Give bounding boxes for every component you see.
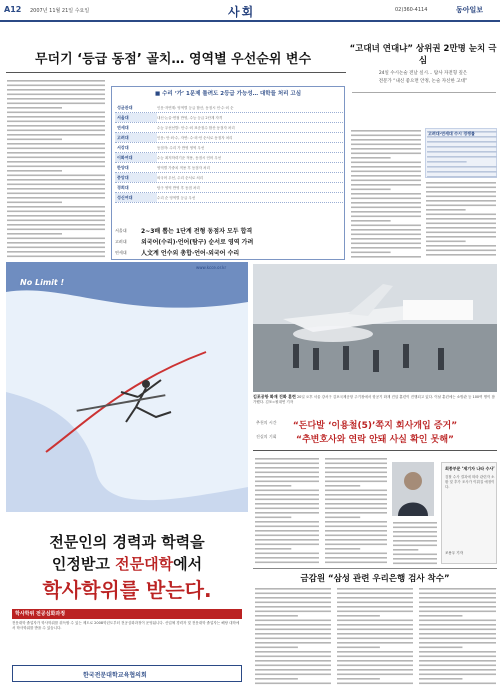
text-line <box>419 588 496 590</box>
text-line <box>351 171 421 173</box>
text-line <box>426 196 496 198</box>
airport-photo <box>253 264 497 392</box>
phone-number: 02)360-4114 <box>395 7 428 13</box>
text-lines <box>336 586 414 686</box>
text-line <box>393 545 437 547</box>
subheadline-a: “돈다발 ‘이용철(5)’쪽지 회사개입 증거” <box>292 421 458 431</box>
text-line <box>337 629 413 631</box>
news-photo <box>253 264 497 392</box>
text-line <box>255 503 319 505</box>
divider <box>253 450 497 451</box>
text-line <box>7 112 105 114</box>
text-line <box>7 193 105 195</box>
text-line <box>351 256 421 258</box>
text-line <box>351 180 421 182</box>
text-line <box>427 151 497 153</box>
ad-headline-3: 학사학위를 받는다. <box>42 578 212 602</box>
text-line <box>7 188 105 190</box>
article-column-1 <box>6 78 106 258</box>
ad-fine-print: 전문대학 졸업자가 학사학위를 취득할 수 있는 제도로 2008학년도부터 전공심화과정이 운영됩니다. 산업체 경력자 및 전문대학 졸업자는 해당 대학에서 학사학위를 받을 수 있습니다. <box>12 621 240 630</box>
text-line <box>419 669 496 671</box>
text-line <box>351 193 421 195</box>
text-line <box>255 557 319 559</box>
chart-title: 고려대·연세대 수시 경쟁률 <box>428 131 475 136</box>
text-line <box>325 539 387 541</box>
text-line <box>426 254 496 256</box>
text-line <box>7 148 105 150</box>
list-item: 서울대 2~3배 뽑는 1단계 전형 동점자 모두 합격 <box>115 227 253 235</box>
ad-slogan: No Limit ! <box>20 278 65 287</box>
text-line <box>325 508 387 510</box>
text-line <box>255 467 319 469</box>
text-line <box>351 135 421 137</box>
text-line <box>7 125 105 127</box>
text-line <box>255 535 319 537</box>
text-line <box>337 588 413 590</box>
table-row: 서울대 내신·논술·면접 반영, 수능 등급 2단계 자격 <box>115 113 343 123</box>
divider <box>253 568 497 569</box>
text-lines <box>6 78 106 258</box>
university-advertisement[interactable] <box>6 262 248 688</box>
text-line <box>255 665 331 667</box>
text-line <box>393 563 437 565</box>
right-article-column <box>350 128 422 260</box>
text-line <box>426 200 496 202</box>
text-line <box>7 206 105 208</box>
section-title: 사회 <box>228 5 256 19</box>
text-line <box>337 651 413 653</box>
text-line <box>325 458 387 460</box>
text-line <box>419 678 462 680</box>
text-line <box>419 602 496 604</box>
text-line <box>255 512 319 514</box>
text-line <box>255 562 319 564</box>
text-line <box>351 211 421 213</box>
text-line <box>7 134 105 136</box>
text-line <box>426 227 496 229</box>
text-line <box>325 481 387 483</box>
text-line <box>426 241 466 243</box>
text-line <box>419 651 496 653</box>
text-line <box>255 499 319 501</box>
main-headline: 무더기 ‘등급 동점’ 골치… 영역별 우선순위 변수 <box>34 52 312 67</box>
subheadline-label: 추천의 시간 <box>256 420 277 425</box>
subheadline-label: 진실의 기회 <box>256 434 277 439</box>
text-line <box>419 615 462 617</box>
text-line <box>351 238 421 240</box>
text-line <box>337 647 380 649</box>
text-line <box>255 593 331 595</box>
text-line <box>255 656 331 658</box>
bottom-column-1 <box>254 586 332 686</box>
text-line <box>351 144 421 146</box>
lower-column-1 <box>254 456 320 566</box>
text-line <box>351 247 421 249</box>
text-line <box>255 642 331 644</box>
text-line <box>351 229 421 231</box>
newspaper-logo: 동아일보 <box>456 6 484 14</box>
text-line <box>7 116 105 118</box>
text-line <box>255 611 331 613</box>
text-line <box>255 530 319 532</box>
text-line <box>7 202 62 204</box>
text-line <box>419 660 496 662</box>
text-line <box>255 674 331 676</box>
page-number: A12 <box>4 5 22 14</box>
text-line <box>325 494 387 496</box>
text-line <box>7 130 105 132</box>
text-line <box>337 683 413 685</box>
text-line <box>337 665 413 667</box>
caption-text: 20일 오후 서울 강서구 김포국제공항 주기장에서 항공기 화재 진압 훈련이 진행되고 있다. 이날 훈련에는 소방관 등 100여 명이 참가했다. <box>253 395 495 404</box>
ad-headline-1: 전문인의 경력과 학력을 <box>49 533 205 551</box>
text-line <box>337 611 413 613</box>
table-row: 성균관대 인문·자연계: 영역별 등급 합산, 동점시 언·수·외 순 <box>115 103 343 113</box>
text-lines <box>254 456 320 566</box>
text-line <box>325 521 387 523</box>
right-article-column-2 <box>425 180 497 260</box>
info-box-title: ■ 수리 ‘가’ 1문제 틀려도 2등급 가능성… 대학들 처리 고심 <box>154 91 302 97</box>
text-line <box>255 548 291 550</box>
lower-column-2 <box>324 456 388 566</box>
text-line <box>325 476 387 478</box>
text-line <box>325 535 387 537</box>
text-line <box>337 593 413 595</box>
text-line <box>7 152 105 154</box>
text-line <box>351 130 421 132</box>
ad-image <box>6 262 248 512</box>
text-line <box>255 647 298 649</box>
text-line <box>325 557 387 559</box>
text-line <box>7 211 105 213</box>
text-line <box>427 171 497 173</box>
portrait-image <box>392 462 434 516</box>
text-line <box>426 187 496 189</box>
text-line <box>419 656 496 658</box>
text-line <box>426 236 496 238</box>
text-line <box>419 638 496 640</box>
list-item: 연세대 人文계 언수외 총합·언어·외국어 수리 <box>115 249 240 257</box>
text-line <box>337 633 413 635</box>
ad-program-bar: 학사학위 전공심화과정 <box>12 609 242 619</box>
text-lines <box>350 128 422 260</box>
text-line <box>426 245 496 247</box>
text-line <box>337 602 413 604</box>
text-line <box>351 202 421 204</box>
text-line <box>393 540 437 542</box>
text-line <box>325 562 387 564</box>
text-line <box>419 606 496 608</box>
text-line <box>426 205 496 207</box>
text-line <box>351 153 421 155</box>
text-line <box>7 184 105 186</box>
text-line <box>351 184 421 186</box>
text-line <box>7 175 105 177</box>
text-line <box>7 247 105 249</box>
text-line <box>351 207 421 209</box>
person-photo <box>392 462 434 516</box>
text-line <box>426 214 496 216</box>
text-line <box>7 143 105 145</box>
text-line <box>351 166 421 168</box>
table-row: 이화여대 수능 최저학력기준 적용, 동점시 언어 우선 <box>115 153 343 163</box>
text-line <box>337 678 380 680</box>
text-line <box>351 162 421 164</box>
text-line <box>351 148 421 150</box>
table-row: 연세대 수능 우선선발: 언·수·외 표준점수 합산 동점자 처리 <box>115 123 343 133</box>
text-line <box>325 503 387 505</box>
text-line <box>255 606 331 608</box>
text-line <box>325 472 387 474</box>
text-line <box>255 678 298 680</box>
text-line <box>7 220 105 222</box>
text-line <box>325 499 387 501</box>
text-line <box>351 225 421 227</box>
text-line <box>255 629 331 631</box>
text-line <box>393 522 437 524</box>
text-line <box>7 242 105 244</box>
text-line <box>255 526 319 528</box>
text-line <box>325 463 387 465</box>
text-line <box>351 252 391 254</box>
text-line <box>351 198 421 200</box>
lower-column-3 <box>392 520 438 566</box>
table-row: 한양대 영역별 가중치 적용 후 동점자 처리 <box>115 163 343 173</box>
table-row: 성신여대 수리 순 영역별 등급 우선 <box>115 193 343 203</box>
text-line <box>393 536 437 538</box>
issue-date: 2007년 11월 21일 수요일 <box>30 8 90 14</box>
text-line <box>255 485 291 487</box>
text-line <box>351 175 421 177</box>
text-line <box>7 85 105 87</box>
priority-list <box>115 225 343 258</box>
text-line <box>325 517 360 519</box>
text-line <box>255 458 319 460</box>
text-line <box>255 638 331 640</box>
text-line <box>427 176 497 178</box>
text-line <box>325 490 387 492</box>
text-line <box>419 597 496 599</box>
text-line <box>255 660 331 662</box>
info-table <box>115 103 343 203</box>
ad-organization <box>12 665 242 682</box>
subheadline-b: “추변호사와 연락 안돼 사실 확인 못해” <box>296 435 454 445</box>
text-line <box>426 218 496 220</box>
text-line <box>7 166 105 168</box>
text-line <box>337 656 413 658</box>
text-line <box>325 544 387 546</box>
text-line <box>7 229 105 231</box>
sidebar-byline: 조용우 기자 <box>445 551 464 555</box>
text-lines <box>324 456 388 566</box>
text-line <box>427 161 467 163</box>
text-line <box>7 256 105 258</box>
text-line <box>7 233 62 235</box>
text-line <box>337 606 413 608</box>
bottom-column-3 <box>418 586 497 686</box>
bottom-column-2 <box>336 586 414 686</box>
photo-caption <box>253 394 497 412</box>
text-line <box>337 642 413 644</box>
text-line <box>7 170 62 172</box>
text-line <box>419 647 462 649</box>
text-line <box>255 476 319 478</box>
text-line <box>255 553 319 555</box>
text-lines <box>392 520 438 566</box>
text-line <box>337 620 413 622</box>
text-line <box>337 615 380 617</box>
text-line <box>255 651 331 653</box>
text-line <box>255 517 291 519</box>
text-line <box>419 642 496 644</box>
text-line <box>7 197 105 199</box>
text-line <box>419 624 496 626</box>
text-line <box>325 512 387 514</box>
text-line <box>351 157 391 159</box>
text-line <box>255 669 331 671</box>
organization-name: 한국전문대학교육협의회 <box>83 672 147 679</box>
text-line <box>325 548 360 550</box>
text-line <box>325 485 360 487</box>
text-line <box>426 191 496 193</box>
text-line <box>351 234 421 236</box>
text-line <box>7 179 105 181</box>
text-line <box>426 232 496 234</box>
text-line <box>325 526 387 528</box>
text-line <box>337 597 413 599</box>
text-line <box>351 220 391 222</box>
text-line <box>255 597 331 599</box>
text-line <box>337 638 413 640</box>
text-line <box>393 527 437 529</box>
text-line <box>419 629 496 631</box>
text-line <box>419 593 496 595</box>
text-lines <box>425 180 497 260</box>
text-line <box>7 107 62 109</box>
text-line <box>427 156 497 158</box>
text-line <box>7 121 105 123</box>
text-line <box>255 472 319 474</box>
text-line <box>393 554 437 556</box>
table-row: 중앙대 외국어 우선, 수리 순서로 처리 <box>115 173 343 183</box>
text-line <box>393 549 418 551</box>
text-line <box>7 98 105 100</box>
text-line <box>7 139 62 141</box>
text-line <box>7 251 105 253</box>
text-line <box>255 683 331 685</box>
text-line <box>255 481 319 483</box>
text-line <box>325 553 387 555</box>
text-line <box>7 224 105 226</box>
sidebar-article <box>441 462 497 564</box>
table-row: 경희대 탐구 영역 반영 후 동점 처리 <box>115 183 343 193</box>
text-line <box>351 216 421 218</box>
text-line <box>255 588 331 590</box>
text-line <box>255 521 319 523</box>
text-line <box>325 467 387 469</box>
text-line <box>255 602 331 604</box>
competition-chart <box>425 128 497 178</box>
right-article <box>349 42 497 122</box>
text-line <box>325 530 387 532</box>
text-line <box>426 209 466 211</box>
text-line <box>255 539 319 541</box>
text-line <box>419 674 496 676</box>
text-line <box>351 243 421 245</box>
divider <box>352 92 496 93</box>
text-line <box>255 508 319 510</box>
text-line <box>255 615 298 617</box>
athlete-illustration <box>6 262 248 512</box>
text-line <box>255 463 319 465</box>
right-article-headline: “고대녀 연대냐” 상위권 2만명 눈치 극심 <box>349 44 497 66</box>
text-line <box>426 250 496 252</box>
sidebar-title: 최종부문 ‘제기자 나타 수사’ <box>445 466 495 471</box>
text-line <box>427 146 497 148</box>
caption-title: 김포공항 화재 진화 훈련 <box>253 394 296 399</box>
text-line <box>255 490 319 492</box>
text-line <box>393 558 437 560</box>
text-line <box>7 157 105 159</box>
text-line <box>419 633 496 635</box>
text-line <box>419 611 496 613</box>
table-row: 서강대 동점자: 수리 가 반영 영역 우선 <box>115 143 343 153</box>
text-lines <box>254 586 332 686</box>
text-line <box>393 531 437 533</box>
text-line <box>337 674 413 676</box>
text-line <box>351 139 421 141</box>
text-line <box>7 103 105 105</box>
text-line <box>351 189 391 191</box>
text-line <box>255 624 331 626</box>
text-line <box>7 89 105 91</box>
text-lines <box>418 586 497 686</box>
text-line <box>337 669 413 671</box>
text-line <box>337 624 413 626</box>
text-line <box>7 238 105 240</box>
text-line <box>426 182 496 184</box>
right-article-subhead: 24일 수시논술 전날 실시… 탐사 자전형 깊은 <box>378 71 468 76</box>
text-line <box>337 660 413 662</box>
sidebar-body: 검찰 수사 결과에 따라 관련자 소환 및 추가 조사가 이뤄질 예정이다. <box>445 475 495 489</box>
text-line <box>255 633 331 635</box>
divider <box>6 72 346 73</box>
text-line <box>427 141 497 143</box>
text-line <box>419 620 496 622</box>
table-row: 고려대 인문: 언·외·수, 자연: 수·외·언 순서로 동점자 처리 <box>115 133 343 143</box>
text-line <box>419 665 496 667</box>
subheadline-c: 금감원 “삼성 관련 우리은행 검사 착수” <box>300 574 450 584</box>
photo-credit: 김포=원대연 기자 <box>265 400 294 404</box>
text-line <box>427 166 497 168</box>
text-line <box>7 94 105 96</box>
right-article-subhead: 전문가 “내신 좋으면 안정, 논술 자신한 고대” <box>378 79 468 84</box>
ad-headline-2: 인정받고 전문대학에서 <box>51 555 203 573</box>
text-line <box>7 80 105 82</box>
ad-url[interactable]: www.kcce.or.kr <box>196 265 227 270</box>
text-line <box>255 494 319 496</box>
text-line <box>255 544 319 546</box>
admissions-info-box <box>111 86 345 260</box>
text-line <box>255 620 331 622</box>
text-line <box>426 223 496 225</box>
text-line <box>7 215 105 217</box>
page-header <box>0 0 500 22</box>
list-item: 고려대 외국어(수리)·언어(탐구) 순서로 영역 가려 <box>115 238 254 246</box>
text-line <box>419 683 496 685</box>
text-line <box>7 161 105 163</box>
